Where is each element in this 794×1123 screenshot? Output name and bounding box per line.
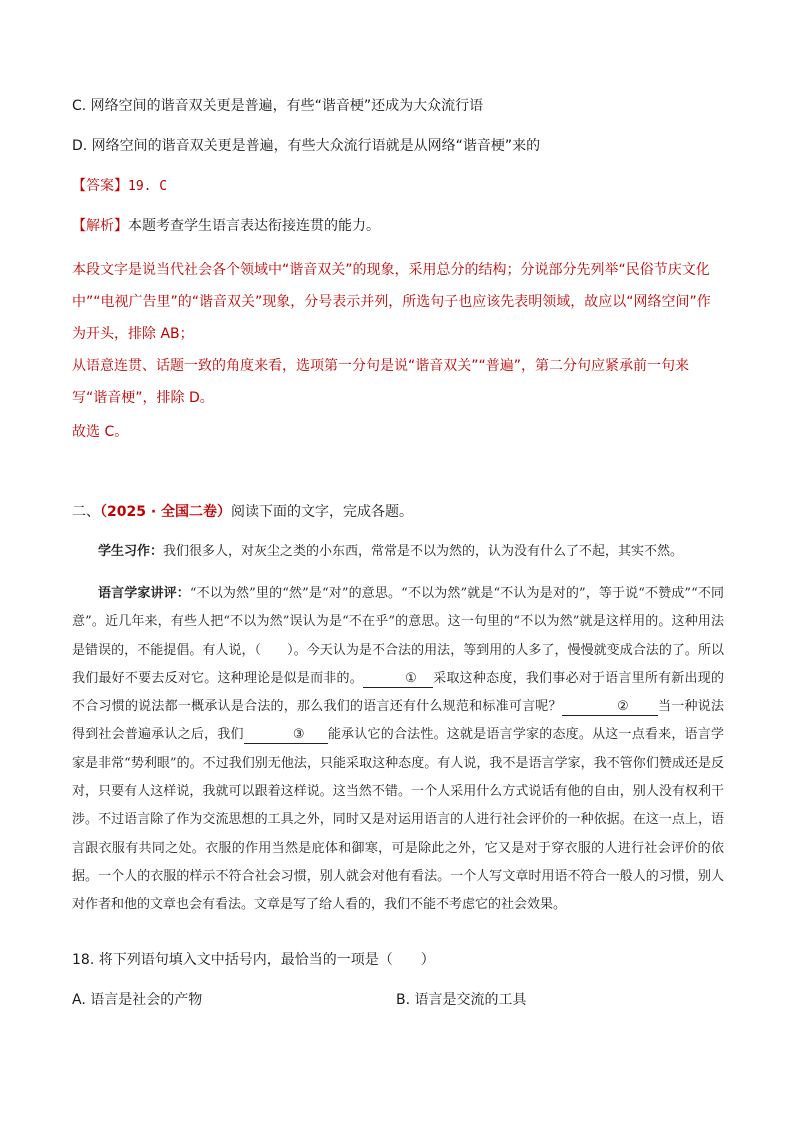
- section-2-heading: [72, 502, 732, 522]
- linguist-comment: [72, 580, 724, 920]
- blank-1: ①: [363, 671, 433, 688]
- question-18-option-b: B. 语言是交流的工具: [396, 992, 527, 1008]
- analysis-intro-line: [72, 216, 732, 236]
- analysis-paragraph-2: 从语意连贯、话题一致的角度来看，选项第一分句是说“谐音双关”“普遍”，第二分句应紧承前一句来写“谐音梗”，排除 D。: [72, 358, 690, 406]
- answer-line: [72, 176, 732, 197]
- option-c-previous: C. 网络空间的谐音双关更是普遍，有些“谐音梗”还成为大众流行语: [72, 98, 484, 114]
- student-essay: [72, 538, 724, 566]
- comment-part-2: 采取这种态度，我们事必对于语言里所有新出现的不合习惯的说法都一概承认是合法的，那么我们的语言还有什么规范和标准可言呢？: [72, 670, 724, 715]
- section-2-number: 二、: [72, 504, 100, 520]
- question-18-stem: 18. 将下列语句填入文中括号内，最恰当的一项是（ ）: [72, 952, 435, 968]
- student-text: 我们很多人，对灰尘之类的小东西，常常是不以为然的，认为没有什么了不起，其实不然。: [163, 544, 684, 559]
- analysis-tag: 【解析】: [72, 218, 128, 234]
- blank-3: ③: [244, 727, 328, 744]
- answer-value: 19. C: [128, 179, 168, 194]
- comment-part-1: “不以为然”里的“然”是“对”的意思。“不以为然”就是“不认为是对的”，等于说“不赞成”“不同意”。近几年来，有些人把“不以为然”误认为是“不在乎”的意思。这一句里的“不以为然”就是这样用的。这种用法是错误的，不能提倡。有人说，（ ）。今天认为是不合法的用法，等到用的人多了，慢慢就变成合法的了。所以我们最好不要去反对它。这种理论是似是而非的。: [72, 586, 724, 686]
- student-label: 学生习作：: [98, 544, 164, 559]
- answer-tag: 【答案】: [72, 178, 128, 194]
- question-18-option-a: A. 语言是社会的产物: [72, 992, 203, 1008]
- analysis-intro: 本题考查学生语言表达衔接连贯的能力。: [128, 218, 380, 234]
- section-2-source: （2025 · 全国二卷）: [100, 504, 232, 520]
- analysis-paragraph-1: 本段文字是说当代社会各个领域中“谐音双关”的现象，采用总分的结构；分说部分先列举“民俗节庆文化中”“电视广告里”的“谐音双关”现象，分号表示并列，所选句子也应该先表明领域，故应以“网络空间”作为开头，排除 AB；: [72, 262, 711, 342]
- blank-2: ②: [562, 699, 658, 716]
- comment-part-4: 能承认它的合法性。这就是语言学家的态度。从这一点看来，语言学家是非常“势利眼”的。不过我们别无他法，只能采取这种态度。有人说，我不是语言学家，我不管你们赞成还是反对，只要有人这样说，我就可以跟着这样说。这当然不错。一个人采用什么方式说话有他的自由，别人没有权利干涉。不过语言除了作为交流思想的工具之外，同时又是对运用语言的人进行社会评价的一种依据。在这一点上，语言跟衣服有共同之处。衣服的作用当然是庇体和御寒，可是除此之外，它又是对于穿衣服的人进行社会评价的依据。一个人的衣服的样示不符合社会习惯，别人就会对他有看法。一个人写文章时用语不符合一般人的习惯，别人对作者和他的文章也会有看法。文章是写了给人看的，我们不能不考虑它的社会效果。: [72, 727, 724, 913]
- section-2-instruction: 阅读下面的文字，完成各题。: [231, 504, 414, 520]
- comment-part-3: 当一种说法得到社会普遍承认之后，我们: [72, 699, 724, 743]
- linguist-label: 语言学家讲评：: [98, 586, 190, 601]
- option-d-previous: D. 网络空间的谐音双关更是普遍，有些大众流行语就是从网络“谐音梗”来的: [72, 138, 541, 154]
- analysis-conclusion: 故选 C。: [72, 424, 129, 440]
